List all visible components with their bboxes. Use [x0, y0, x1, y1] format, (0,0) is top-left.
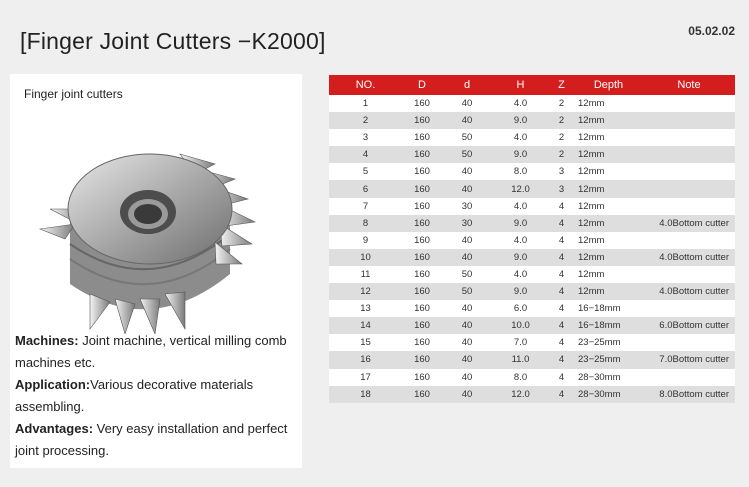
spec-table	[329, 75, 735, 403]
table-cell: 2	[549, 146, 574, 163]
finger-joint-cutter-image	[30, 134, 270, 334]
table-cell: 14	[329, 317, 402, 334]
table-cell: 160	[402, 266, 442, 283]
desc-machines-key: Machines:	[15, 333, 79, 348]
table-cell: 4	[549, 386, 574, 403]
table-cell: 28−30mm	[574, 386, 643, 403]
table-cell: 160	[402, 386, 442, 403]
table-cell: 160	[402, 215, 442, 232]
product-description	[15, 330, 297, 462]
table-cell: 17	[329, 369, 402, 386]
table-row	[329, 232, 735, 249]
table-cell: 40	[442, 317, 492, 334]
table-cell: 160	[402, 112, 442, 129]
table-cell: 6	[329, 180, 402, 197]
desc-advantages-key: Advantages:	[15, 421, 94, 436]
table-cell: 40	[442, 386, 492, 403]
desc-application-text: Various decorative materials assembling.	[15, 377, 254, 414]
desc-application-key: Application:	[15, 377, 91, 392]
table-cell: 12mm	[574, 283, 643, 300]
table-cell: 160	[402, 163, 442, 180]
table-cell: 9.0	[492, 146, 549, 163]
table-cell: 11	[329, 266, 402, 283]
table-cell: 16	[329, 351, 402, 368]
table-cell: 4	[549, 198, 574, 215]
table-cell	[643, 266, 735, 283]
table-cell: 28−30mm	[574, 369, 643, 386]
table-cell	[643, 198, 735, 215]
catalog-code: 05.02.02	[688, 24, 735, 38]
table-cell: 40	[442, 249, 492, 266]
table-cell: 18	[329, 386, 402, 403]
table-cell: 7.0	[492, 334, 549, 351]
table-cell: 50	[442, 129, 492, 146]
table-cell: 4	[549, 266, 574, 283]
table-cell: 3	[549, 180, 574, 197]
table-cell: 12mm	[574, 249, 643, 266]
table-cell: 160	[402, 249, 442, 266]
table-cell: 4.0	[492, 129, 549, 146]
table-cell: 5	[329, 163, 402, 180]
table-cell: 9.0	[492, 215, 549, 232]
table-cell: 23−25mm	[574, 334, 643, 351]
table-cell: 3	[329, 129, 402, 146]
table-row	[329, 129, 735, 146]
table-cell: 160	[402, 95, 442, 112]
table-cell	[643, 300, 735, 317]
table-cell: 9.0	[492, 112, 549, 129]
table-cell: 4	[549, 232, 574, 249]
table-cell: 9.0	[492, 283, 549, 300]
table-cell: 160	[402, 283, 442, 300]
table-cell	[643, 334, 735, 351]
table-row	[329, 351, 735, 368]
table-cell: 12mm	[574, 180, 643, 197]
table-cell: 6.0Bottom cutter	[643, 317, 735, 334]
table-cell: 160	[402, 334, 442, 351]
table-row	[329, 334, 735, 351]
table-cell: 12mm	[574, 266, 643, 283]
table-cell: 12.0	[492, 386, 549, 403]
table-cell: 11.0	[492, 351, 549, 368]
table-cell: 23−25mm	[574, 351, 643, 368]
table-cell: 4.0	[492, 198, 549, 215]
table-cell: 160	[402, 369, 442, 386]
page-title: [Finger Joint Cutters −K2000]	[20, 28, 326, 54]
table-row	[329, 198, 735, 215]
table-cell: 1	[329, 95, 402, 112]
spec-table-header	[329, 75, 735, 95]
table-cell	[643, 95, 735, 112]
table-cell: 12	[329, 283, 402, 300]
table-row	[329, 112, 735, 129]
table-cell: 2	[549, 112, 574, 129]
table-cell: 4.0Bottom cutter	[643, 215, 735, 232]
table-row	[329, 249, 735, 266]
table-cell: 50	[442, 283, 492, 300]
table-cell: 8.0	[492, 163, 549, 180]
column-header: NO.	[329, 75, 402, 95]
table-cell: 12mm	[574, 112, 643, 129]
table-cell	[643, 232, 735, 249]
desc-machines-text: Joint machine, vertical milling comb machines etc.	[15, 333, 287, 370]
table-cell: 160	[402, 180, 442, 197]
column-header: d	[442, 75, 492, 95]
table-cell: 6.0	[492, 300, 549, 317]
table-cell: 4	[549, 215, 574, 232]
table-cell: 8.0Bottom cutter	[643, 386, 735, 403]
column-header: Note	[643, 75, 735, 95]
table-cell: 9.0	[492, 249, 549, 266]
column-header: Depth	[574, 75, 643, 95]
desc-advantages-text: Very easy installation and perfect joint processing.	[15, 421, 288, 458]
desc-application	[15, 374, 297, 418]
table-row	[329, 317, 735, 334]
table-row	[329, 163, 735, 180]
table-cell: 40	[442, 334, 492, 351]
table-cell: 4	[549, 334, 574, 351]
table-cell	[643, 146, 735, 163]
desc-advantages	[15, 418, 297, 462]
table-cell: 7.0Bottom cutter	[643, 351, 735, 368]
table-cell: 40	[442, 112, 492, 129]
column-header: H	[492, 75, 549, 95]
table-cell: 12mm	[574, 163, 643, 180]
table-cell: 4.0	[492, 266, 549, 283]
table-cell	[643, 112, 735, 129]
table-cell: 160	[402, 198, 442, 215]
table-row	[329, 369, 735, 386]
table-cell: 4	[549, 317, 574, 334]
table-cell: 8.0	[492, 369, 549, 386]
table-cell: 4.0	[492, 232, 549, 249]
table-cell: 2	[549, 95, 574, 112]
table-cell: 160	[402, 146, 442, 163]
table-cell: 40	[442, 369, 492, 386]
table-cell: 4	[549, 249, 574, 266]
table-cell: 13	[329, 300, 402, 317]
table-cell: 40	[442, 95, 492, 112]
table-cell: 7	[329, 198, 402, 215]
table-cell: 50	[442, 146, 492, 163]
table-cell: 40	[442, 232, 492, 249]
table-cell: 10	[329, 249, 402, 266]
desc-machines	[15, 330, 297, 374]
table-cell: 10.0	[492, 317, 549, 334]
table-cell: 4	[549, 283, 574, 300]
table-row	[329, 300, 735, 317]
table-row	[329, 283, 735, 300]
table-cell: 40	[442, 351, 492, 368]
table-cell: 4.0Bottom cutter	[643, 283, 735, 300]
column-header: D	[402, 75, 442, 95]
table-cell: 9	[329, 232, 402, 249]
table-cell: 16−18mm	[574, 300, 643, 317]
product-panel	[10, 74, 302, 468]
table-cell: 30	[442, 198, 492, 215]
table-cell	[643, 163, 735, 180]
table-cell: 4	[549, 300, 574, 317]
table-row	[329, 146, 735, 163]
product-label: Finger joint cutters	[24, 87, 123, 101]
table-cell: 40	[442, 180, 492, 197]
table-row	[329, 215, 735, 232]
table-cell: 12mm	[574, 129, 643, 146]
table-row	[329, 180, 735, 197]
table-cell: 12mm	[574, 95, 643, 112]
table-cell	[643, 129, 735, 146]
table-cell: 2	[549, 129, 574, 146]
table-cell: 12mm	[574, 215, 643, 232]
table-cell: 12.0	[492, 180, 549, 197]
table-cell: 40	[442, 163, 492, 180]
table-cell: 40	[442, 300, 492, 317]
table-cell: 3	[549, 163, 574, 180]
table-cell: 30	[442, 215, 492, 232]
table-cell: 4.0Bottom cutter	[643, 249, 735, 266]
table-cell: 160	[402, 351, 442, 368]
table-cell: 160	[402, 300, 442, 317]
table-cell: 4.0	[492, 95, 549, 112]
table-cell: 160	[402, 317, 442, 334]
table-cell: 4	[329, 146, 402, 163]
table-cell: 2	[329, 112, 402, 129]
table-row	[329, 266, 735, 283]
table-cell	[643, 369, 735, 386]
column-header: Z	[549, 75, 574, 95]
table-cell: 8	[329, 215, 402, 232]
table-row	[329, 95, 735, 112]
table-cell: 12mm	[574, 146, 643, 163]
table-cell: 160	[402, 232, 442, 249]
table-row	[329, 386, 735, 403]
table-cell: 16−18mm	[574, 317, 643, 334]
table-cell: 15	[329, 334, 402, 351]
table-cell: 4	[549, 369, 574, 386]
table-cell: 50	[442, 266, 492, 283]
table-cell: 4	[549, 351, 574, 368]
table-cell: 12mm	[574, 198, 643, 215]
table-cell: 160	[402, 129, 442, 146]
table-cell	[643, 180, 735, 197]
table-cell: 12mm	[574, 232, 643, 249]
